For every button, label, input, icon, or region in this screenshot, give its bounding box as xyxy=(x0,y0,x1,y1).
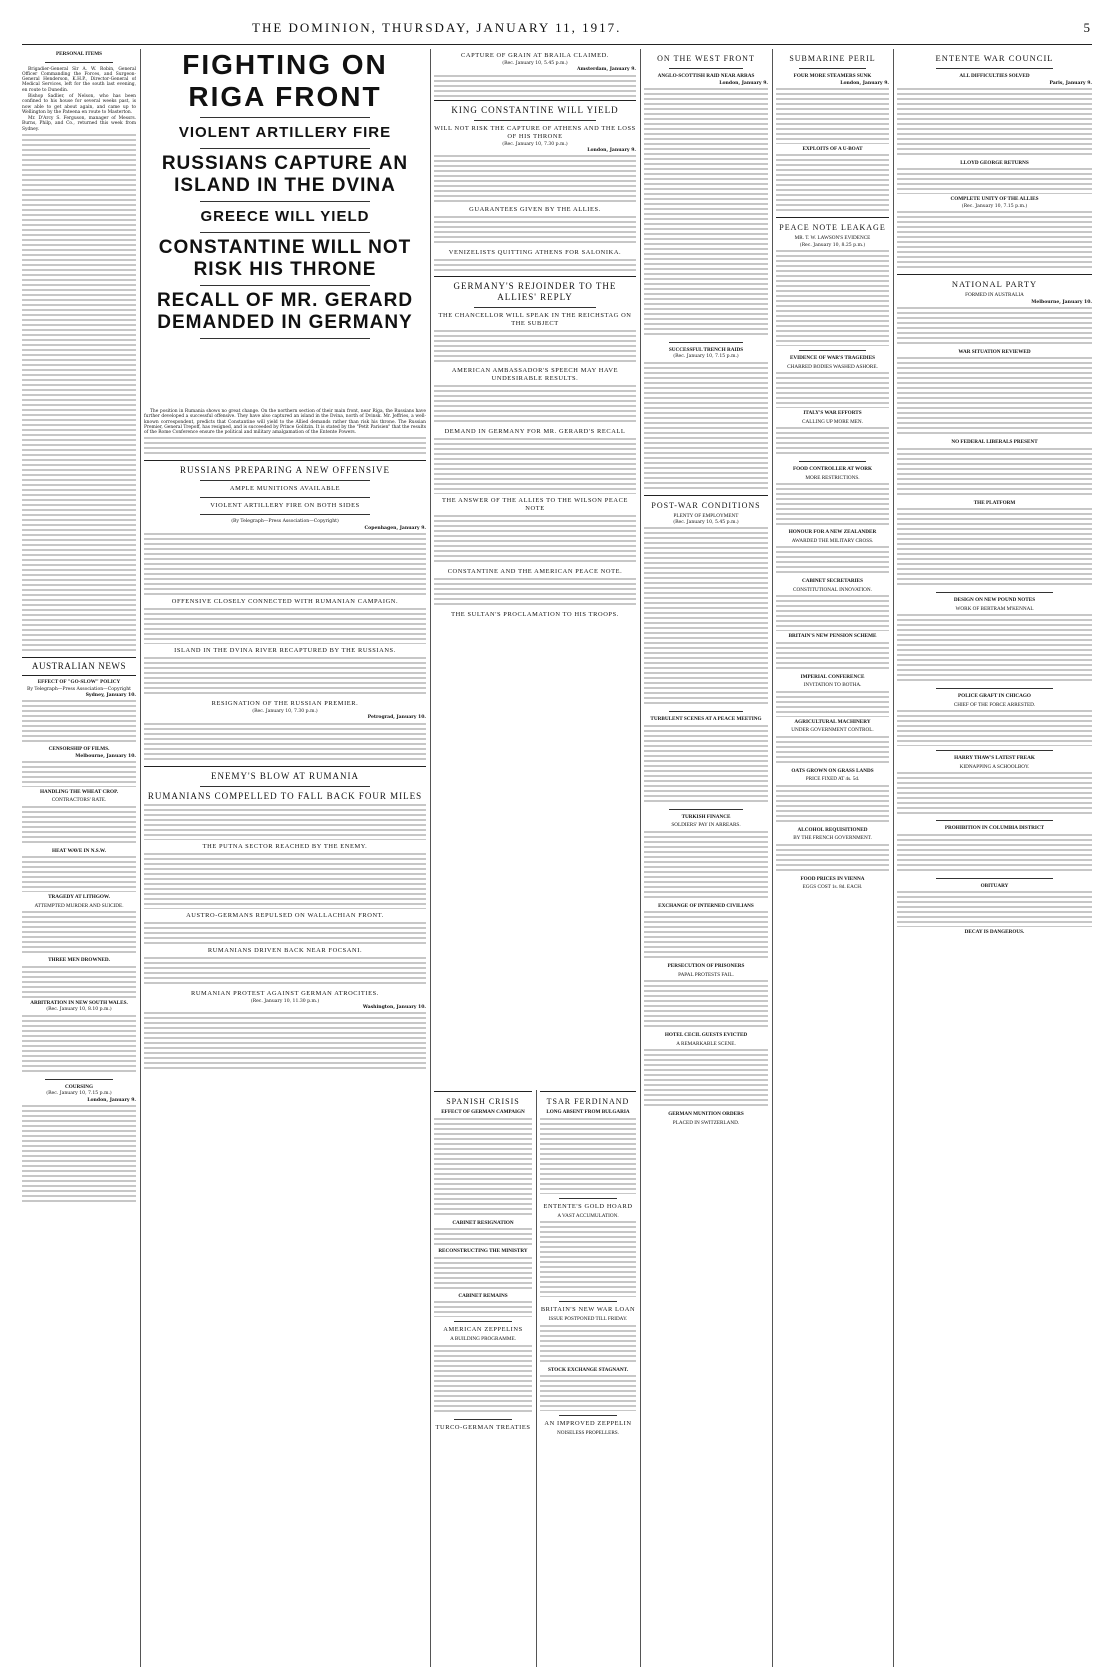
article-headline: RUMANIANS DRIVEN BACK NEAR FOCSANI. xyxy=(207,946,363,954)
divider xyxy=(200,148,369,149)
article-paragraph: Brigadier-General Sir A. W. Robin, General Officer Commanding the Forces, and Surgeon-General Henderson, K.H.P., Director-General of Medical Services, left for the south last evening, en route to Dunedin. xyxy=(22,66,136,93)
article-subheadline: A BUILDING PROGRAMME. xyxy=(450,1336,516,1342)
article-headline: TSAR FERDINAND xyxy=(546,1097,630,1106)
body-text-block xyxy=(644,1049,768,1109)
article-headline: THE PUTNA SECTOR REACHED BY THE ENEMY. xyxy=(202,842,368,850)
body-text-block xyxy=(144,957,426,987)
article-headline: RUSSIANS PREPARING A NEW OFFENSIVE xyxy=(179,465,391,476)
byline: By Telegraph—Press Association—Copyright xyxy=(26,686,132,692)
article-subheadline: THE CHANCELLOR WILL SPEAK IN THE REICHSTAG ON THE SUBJECT xyxy=(438,312,632,328)
divider xyxy=(669,711,743,712)
article-headline: EVIDENCE OF WAR'S TRAGEDIES xyxy=(789,355,876,362)
dateline: Melbourne, January 10. xyxy=(1031,299,1092,305)
article-subheadline: FOUR MORE STEAMERS SUNK xyxy=(793,73,872,79)
column-rule xyxy=(893,49,894,1667)
article-headline: GERMAN MUNITION ORDERS xyxy=(668,1111,744,1118)
article-headline: AN IMPROVED ZEPPELIN xyxy=(544,1420,632,1427)
dateline: London, January 9. xyxy=(840,80,889,86)
divider xyxy=(799,350,867,351)
body-text-block xyxy=(776,88,889,144)
headline-deck: RUSSIANS CAPTURE AN ISLAND IN THE DVINA xyxy=(161,153,409,196)
article-subheadline: FORMED IN AUSTRALIA xyxy=(965,292,1024,299)
body-text-block xyxy=(434,515,636,565)
article-headline: NATIONAL PARTY xyxy=(951,279,1038,290)
body-text-block xyxy=(434,438,636,494)
article-subheadline: NOISELESS PROPELLERS. xyxy=(557,1430,619,1436)
divider xyxy=(434,100,636,101)
headline-deck: GREECE WILL YIELD xyxy=(200,208,370,225)
article-subheadline: INVITATION TO BOTHA. xyxy=(803,682,862,689)
divider xyxy=(474,307,595,308)
column-tsar-ferdinand xyxy=(540,1088,636,1669)
body-text-block xyxy=(776,154,889,214)
divider xyxy=(144,766,426,767)
article-headline: KING CONSTANTINE WILL YIELD xyxy=(451,104,619,115)
body-text-block xyxy=(644,831,768,901)
date-received: (Rec. January 10, 11.30 p.m.) xyxy=(250,998,320,1004)
article-headline: RUMANIAN PROTEST AGAINST GERMAN ATROCITIES. xyxy=(190,989,379,997)
divider xyxy=(45,62,113,63)
article-headline: WAR SITUATION REVIEWED xyxy=(958,348,1031,355)
article-subheadline: LONG ABSENT FROM BULGARIA xyxy=(546,1109,630,1115)
article-headline: PERSECUTION OF PRISONERS xyxy=(667,963,745,970)
divider xyxy=(799,68,867,69)
article-headline: POST-WAR CONDITIONS xyxy=(651,500,761,510)
article-headline: ALCOHOL REQUISITIONED xyxy=(797,826,868,833)
article-headline: ENEMY'S BLOW AT RUMANIA xyxy=(210,770,360,781)
article-subheadline: ALL DIFFICULTIES SOLVED xyxy=(959,73,1030,79)
body-text-block xyxy=(22,134,136,654)
article-subheadline: VIOLENT ARTILLERY FIRE ON BOTH SIDES xyxy=(210,502,360,510)
article-headline: COMPLETE UNITY OF THE ALLIES xyxy=(950,196,1039,203)
article-headline: BRITAIN'S NEW WAR LOAN xyxy=(540,1306,636,1313)
article-subheadline: ATTEMPTED MURDER AND SUICIDE. xyxy=(34,902,124,909)
article-subheadline: KIDNAPPING A SCHOOLBOY. xyxy=(959,763,1030,770)
body-text-block xyxy=(897,614,1092,684)
dateline: Paris, January 9. xyxy=(1049,80,1092,86)
article-headline: HONOUR FOR A NEW ZEALANDER xyxy=(788,529,877,536)
main-headline: FIGHTING ON RIGA FRONT xyxy=(182,49,388,112)
divider xyxy=(144,460,426,461)
article-headline: AMERICAN AMBASSADOR'S SPEECH MAY HAVE UNDESIRABLE RESULTS. xyxy=(451,367,619,383)
section-heading: AUSTRALIAN NEWS xyxy=(31,661,127,672)
divider xyxy=(454,1419,513,1420)
article-headline: BRITAIN'S NEW PENSION SCHEME xyxy=(788,633,877,640)
dateline: London, January 9. xyxy=(719,80,768,86)
article-headline: EXCHANGE OF INTERNED CIVILIANS xyxy=(658,902,754,909)
article-headline: AMERICAN ZEPPELINS xyxy=(443,1326,523,1333)
divider xyxy=(200,514,369,515)
article-headline: CABINET REMAINS xyxy=(458,1292,508,1299)
divider xyxy=(200,480,369,481)
body-text-block xyxy=(897,307,1092,347)
body-text-block xyxy=(540,1221,636,1297)
column-personal-australian xyxy=(22,49,136,1669)
article-headline: EXPLOITS OF A U-BOAT xyxy=(802,145,863,152)
dateline: London, January 9. xyxy=(587,147,636,153)
article-headline: SUBMARINE PERIL xyxy=(789,54,876,63)
article-subheadline: EGGS COST 1s. 8d. EACH. xyxy=(802,884,863,891)
article-headline: COURSING xyxy=(65,1083,93,1090)
article-headline: CABINET RESIGNATION xyxy=(452,1219,514,1226)
article-headline: DECAY IS DANGEROUS. xyxy=(964,929,1025,936)
body-text-block xyxy=(644,725,768,805)
body-text-block xyxy=(144,657,426,697)
body-text-block xyxy=(776,250,889,346)
body-text-block xyxy=(776,595,889,631)
dateline: Sydney, January 10. xyxy=(85,692,136,698)
article-headline: GUARANTEES GIVEN BY THE ALLIES. xyxy=(469,206,601,214)
article-headline: ENTENTE'S GOLD HOARD xyxy=(543,1202,633,1210)
body-text-block xyxy=(144,608,426,644)
divider xyxy=(559,1415,617,1416)
divider xyxy=(936,688,1053,689)
dateline: Amsterdam, January 9. xyxy=(576,67,636,73)
article-paragraph: Mr. D'Arcy S. Ferguson, manager of Messrs. Burns, Philp, and Co., returned this week from Sydney. xyxy=(22,116,136,132)
date-received: (Rec. January 10, 8.10 p.m.) xyxy=(46,1007,112,1013)
article-headline: ISLAND IN THE DVINA RIVER RECAPTURED BY THE RUSSIANS. xyxy=(174,647,396,655)
article-headline: CENSORSHIP OF FILMS. xyxy=(48,746,110,753)
article-subheadline: PLACED IN SWITZERLAND. xyxy=(672,1119,740,1126)
body-text-block xyxy=(644,88,768,338)
divider xyxy=(776,217,889,218)
article-headline: SUCCESSFUL TRENCH RAIDS xyxy=(668,346,744,353)
body-text-block xyxy=(434,1345,532,1415)
body-text-block xyxy=(776,642,889,672)
divider xyxy=(936,592,1053,593)
body-text-block xyxy=(144,853,426,909)
article-subheadline: A VAST ACCUMULATION. xyxy=(557,1212,619,1219)
column-rule xyxy=(772,49,773,1667)
article-headline: THE SULTAN'S PROCLAMATION TO HIS TROOPS. xyxy=(451,611,619,619)
body-text-block xyxy=(776,546,889,576)
body-text-block xyxy=(434,330,636,364)
body-text-block xyxy=(540,1375,636,1411)
article-headline: OBITUARY xyxy=(980,882,1009,889)
date-received: (Rec. January 10, 5.45 p.m.) xyxy=(673,520,739,526)
article-headline: FOOD CONTROLLER AT WORK xyxy=(792,466,873,473)
body-text-block xyxy=(434,216,636,246)
divider xyxy=(669,342,743,343)
article-subheadline: AWARDED THE MILITARY CROSS. xyxy=(791,537,874,544)
divider xyxy=(200,338,369,339)
divider xyxy=(434,1091,532,1092)
article-headline: HOTEL CECIL GUESTS EVICTED xyxy=(664,1032,748,1039)
article-subheadline: AMPLE MUNITIONS AVAILABLE xyxy=(229,485,341,493)
byline: (By Telegraph—Press Association—Copyright) xyxy=(231,519,339,525)
divider xyxy=(200,285,369,286)
body-text-block xyxy=(897,88,1092,158)
article-subheadline: ANGLO-SCOTTISH RAID NEAR ARRAS xyxy=(657,73,755,79)
article-headline: GERMANY'S REJOINDER TO THE ALLIES' REPLY xyxy=(453,281,617,303)
body-text-block xyxy=(434,1301,532,1317)
date-received: (Rec. January 10, 8.25 p.m.) xyxy=(799,242,866,248)
body-text-block xyxy=(22,911,136,955)
divider xyxy=(454,1321,513,1322)
divider xyxy=(559,1301,617,1302)
column-rule xyxy=(430,49,431,1667)
article-headline: DESIGN ON NEW POUND NOTES xyxy=(953,597,1036,604)
body-text-block xyxy=(644,362,768,492)
article-headline: RESIGNATION OF THE RUSSIAN PREMIER. xyxy=(211,700,359,708)
divider xyxy=(45,1079,113,1080)
headline-deck: CONSTANTINE WILL NOT RISK HIS THRONE xyxy=(158,237,412,280)
column-rule xyxy=(140,49,141,1667)
column-rule xyxy=(640,49,641,1667)
body-text-block xyxy=(22,806,136,846)
body-text-block xyxy=(776,372,889,408)
date-received: (Rec. January 10, 7.15 p.m.) xyxy=(961,203,1028,209)
article-headline: PROHIBITION IN COLUMBIA DISTRICT xyxy=(944,825,1045,832)
article-headline: RECONSTRUCTING THE MINISTRY xyxy=(438,1248,528,1254)
article-subheadline: BY THE FRENCH GOVERNMENT. xyxy=(793,835,872,842)
article-headline: TURKISH FINANCE xyxy=(681,813,731,820)
body-text-block xyxy=(144,804,426,840)
article-headline: LLOYD GEORGE RETURNS xyxy=(960,159,1029,166)
article-headline: ARBITRATION IN NEW SOUTH WALES. xyxy=(30,999,128,1006)
article-headline: POLICE GRAFT IN CHICAGO xyxy=(958,693,1031,700)
divider xyxy=(799,461,867,462)
article-headline: STOCK EXCHANGE STAGNANT. xyxy=(548,1366,628,1373)
body-text-block xyxy=(434,1257,532,1291)
divider xyxy=(474,120,595,121)
date-received: (Rec. January 10, 7.30 p.m.) xyxy=(252,709,318,715)
article-subheadline: MORE RESTRICTIONS. xyxy=(805,474,860,481)
divider xyxy=(897,274,1092,275)
article-headline: THE ANSWER OF THE ALLIES TO THE WILSON PEACE NOTE xyxy=(442,497,628,513)
divider xyxy=(22,675,136,676)
body-text-block xyxy=(776,844,889,874)
column-riga-front xyxy=(144,49,426,1669)
body-text-block xyxy=(540,1118,636,1194)
article-subheadline: A REMARKABLE SCENE. xyxy=(676,1040,736,1047)
divider xyxy=(22,657,136,658)
body-text-block xyxy=(776,483,889,527)
article-headline: CONSTANTINE AND THE AMERICAN PEACE NOTE. xyxy=(447,568,623,576)
body-text-block xyxy=(144,533,426,595)
body-text-block xyxy=(897,772,1092,816)
article-subheadline: SOLDIERS' PAY IN ARREARS. xyxy=(671,822,741,829)
article-headline: HARRY THAW'S LATEST FREAK xyxy=(954,755,1035,762)
headline-deck: VIOLENT ARTILLERY FIRE xyxy=(178,124,392,141)
column-spanish-crisis xyxy=(434,1088,532,1669)
divider xyxy=(936,820,1053,821)
article-headline: HEAT WAVE IN N.S.W. xyxy=(52,847,106,854)
body-text-block xyxy=(434,1118,532,1218)
body-text-block xyxy=(434,75,636,97)
article-subheadline: RUMANIANS COMPELLED TO FALL BACK FOUR MILES xyxy=(147,790,423,801)
article-headline: ITALY'S WAR EFFORTS xyxy=(803,410,862,417)
divider xyxy=(200,497,369,498)
body-text-block xyxy=(897,710,1092,746)
divider xyxy=(936,750,1053,751)
article-headline: NO FEDERAL LIBERALS PRESENT xyxy=(951,439,1038,446)
article-headline: FOOD PRICES IN VIENNA xyxy=(800,875,865,882)
body-text-block xyxy=(434,155,636,203)
article-headline: CABINET SECRETARIES xyxy=(801,578,864,585)
divider xyxy=(434,276,636,277)
divider xyxy=(644,495,768,496)
article-subheadline: WORK OF BERTRAM M'KENNAL xyxy=(955,605,1034,612)
body-text-block xyxy=(897,891,1092,927)
article-headline: DEMAND IN GERMANY FOR MR. GERARD'S RECALL xyxy=(444,428,626,436)
article-subheadline: PLENTY OF EMPLOYMENT xyxy=(673,512,739,519)
article-headline: OFFENSIVE CLOSELY CONNECTED WITH RUMANIAN CAMPAIGN. xyxy=(171,598,399,606)
dateline: Copenhagen, January 9. xyxy=(364,525,426,531)
body-text-block xyxy=(22,1015,136,1075)
article-headline: THREE MEN DROWNED. xyxy=(48,957,110,964)
article-headline: TURBULENT SCENES AT A PEACE MEETING xyxy=(650,716,762,723)
article-subheadline: ISSUE POSTPONED TILL FRIDAY. xyxy=(548,1316,628,1322)
article-headline: SPANISH CRISIS xyxy=(446,1097,520,1106)
column-submarine-peril xyxy=(776,49,889,1669)
article-subheadline: PRICE FIXED AT 4s. 5d. xyxy=(805,776,860,783)
masthead-title: THE DOMINION, THURSDAY, JANUARY 11, 1917. xyxy=(252,20,622,35)
divider xyxy=(669,68,743,69)
body-text-block xyxy=(144,922,426,944)
article-headline: EFFECT OF "GO-SLOW" POLICY xyxy=(37,679,121,686)
article-headline: PEACE NOTE LEAKAGE xyxy=(779,223,886,233)
headline-deck: RECALL OF MR. GERARD DEMANDED IN GERMANY xyxy=(156,290,414,333)
divider xyxy=(200,117,369,118)
page-number: 5 xyxy=(1083,20,1092,35)
body-text-block xyxy=(776,785,889,825)
article-headline: VENIZELISTS QUITTING ATHENS FOR SALONIKA. xyxy=(448,249,622,257)
body-text-block xyxy=(22,856,136,892)
divider xyxy=(936,878,1053,879)
article-headline: TRAGEDY AT LITHGOW. xyxy=(48,894,110,901)
article-subheadline: PAPAL PROTESTS FAIL. xyxy=(678,971,734,978)
article-headline: AUSTRO-GERMANS REPULSED ON WALLACHIAN FRONT. xyxy=(186,911,384,919)
article-headline: ON THE WEST FRONT xyxy=(657,54,755,63)
body-text-block xyxy=(22,700,136,744)
article-headline: CAPTURE OF GRAIN AT BRAILA CLAIMED. xyxy=(461,52,609,59)
article-headline: AGRICULTURAL MACHINERY xyxy=(794,718,871,725)
article-headline: TURCO-GERMAN TREATIES xyxy=(435,1423,531,1431)
article-headline: OATS GROWN ON GRASS LANDS xyxy=(791,767,874,774)
body-text-block xyxy=(644,527,768,707)
body-text-block xyxy=(434,578,636,608)
body-text-block xyxy=(776,691,889,717)
body-text-block xyxy=(540,1325,636,1365)
article-subheadline: CHARRED BODIES WASHED ASHORE. xyxy=(787,363,878,370)
summary-paragraph: The position in Rumania shows no great change. On the northern section of their main front, near Riga, the Russians have further developed a successful offensive. They have also captured an island in the Dvina, north of Dvinsk. Mr. Jeffries, a well-known correspondent, predicts that Constantine will yield to the Allied demands rather than risk his throne. The Russian Premier, General Trepoff, has resigned, and is succeeded by Prince Golitzin. It is stated by the "Petit Parisien" that the results of the Rome Conference ensure the political and military amalgamation of the Entente Powers. xyxy=(144,409,426,436)
divider xyxy=(936,68,1053,69)
body-text-block xyxy=(644,980,768,1030)
divider xyxy=(669,809,743,810)
body-text-block xyxy=(144,1012,426,1072)
divider xyxy=(200,201,369,202)
article-subheadline: EFFECT OF GERMAN CAMPAIGN xyxy=(441,1109,525,1115)
divider xyxy=(540,1091,636,1092)
body-text-block xyxy=(776,427,889,457)
body-text-block xyxy=(897,357,1092,437)
divider xyxy=(559,1198,617,1199)
body-text-block xyxy=(22,1105,136,1205)
dateline: London, January 9. xyxy=(87,1097,136,1103)
body-text-block xyxy=(776,736,889,766)
body-text-block xyxy=(897,448,1092,498)
column-entente-council xyxy=(897,49,1092,1669)
article-subheadline: CALLING UP MORE MEN. xyxy=(802,418,863,425)
column-west-front xyxy=(644,49,768,1669)
date-received: (Rec. January 10, 5.45 p.m.) xyxy=(502,61,568,66)
date-received: (Rec. January 10, 7.30 p.m.) xyxy=(502,141,568,147)
body-text-block xyxy=(22,761,136,787)
body-text-block xyxy=(144,437,426,457)
dateline: Petrograd, January 10. xyxy=(367,715,426,721)
article-headline: HANDLING THE WHEAT CROP. xyxy=(39,788,119,795)
date-received: (Rec. January 10, 7.15 p.m.) xyxy=(673,354,739,360)
dateline: Washington, January 10. xyxy=(362,1004,426,1010)
article-headline: IMPERIAL CONFERENCE xyxy=(800,673,865,680)
article-subheadline: CONTRACTORS' RATE. xyxy=(51,797,107,804)
article-subheadline: UNDER GOVERNMENT CONTROL. xyxy=(791,727,874,734)
column-rule xyxy=(536,1090,537,1667)
divider xyxy=(200,232,369,233)
body-text-block xyxy=(897,834,1092,874)
article-subheadline: MR. T. W. LAWSON'S EVIDENCE xyxy=(794,235,871,242)
body-text-block xyxy=(22,966,136,998)
dateline: Melbourne, January 10. xyxy=(75,753,136,759)
body-text-block xyxy=(644,911,768,961)
divider xyxy=(200,786,369,787)
article-headline: THE PLATFORM xyxy=(973,499,1016,506)
body-text-block xyxy=(897,211,1092,271)
body-text-block xyxy=(434,259,636,273)
masthead xyxy=(22,6,1092,45)
body-text-block xyxy=(897,508,1092,588)
body-text-block xyxy=(434,1228,532,1246)
body-text-block xyxy=(144,723,426,763)
article-headline: ENTENTE WAR COUNCIL xyxy=(935,53,1054,63)
article-paragraph: Bishop Sadlier, of Nelson, who has been confined to his house for several weeks past, is now able to get about again, and came up to Wellington by the Pateena en route to Masterton. xyxy=(22,93,136,115)
article-subheadline: WILL NOT RISK THE CAPTURE OF ATHENS AND THE LOSS OF HIS THRONE xyxy=(434,124,636,140)
article-subheadline: CHIEF OF THE FORCE ARRESTED. xyxy=(953,701,1036,708)
article-subheadline: CONSTITUTIONAL INNOVATION. xyxy=(793,586,872,593)
body-text-block xyxy=(434,385,636,425)
body-text-block xyxy=(897,168,1092,194)
section-heading: PERSONAL ITEMS xyxy=(56,51,102,57)
column-greece-germany xyxy=(434,49,636,1083)
date-received: (Rec. January 10, 7.15 p.m.) xyxy=(46,1091,112,1097)
